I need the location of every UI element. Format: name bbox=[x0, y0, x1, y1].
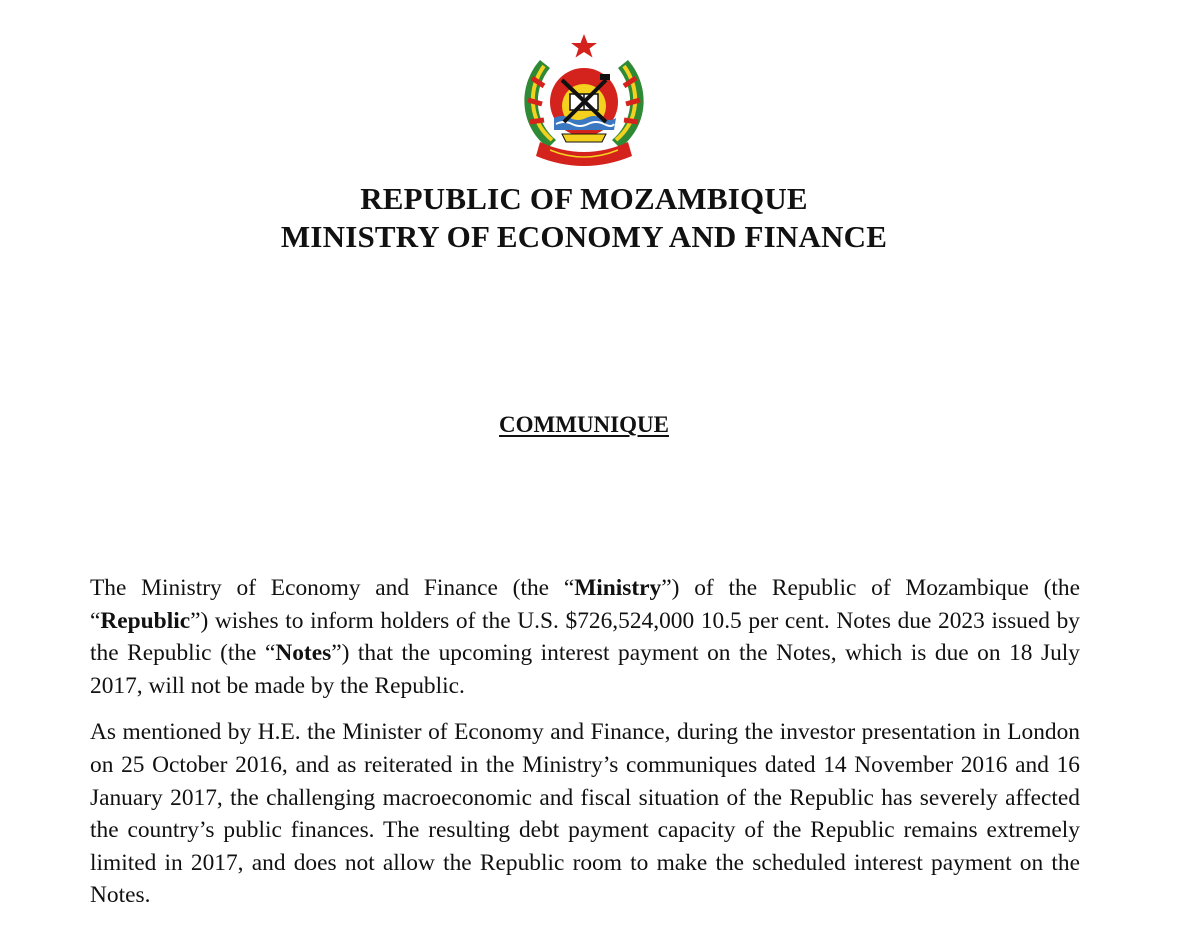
paragraph-2: As mentioned by H.E. the Minister of Economy and Finance, during the investor presentation in London on 25 October 2016, and as reiterated in the Ministry’s communiques dated 14 November 2016 and 16 January 2017, the challenging macroeconomic and fiscal situation of the Republic has severely affected the country’s public finances. The resulting debt payment capacity of the Republic remains extremely limited in 2017, and does not allow the Republic room to make the scheduled interest payment on the Notes. bbox=[90, 719, 1080, 909]
document-header bbox=[0, 180, 1168, 256]
star-icon bbox=[571, 34, 597, 58]
p1-bold-notes: Notes bbox=[275, 640, 332, 667]
banner bbox=[536, 142, 632, 166]
p1-bold-republic: Republic bbox=[100, 607, 191, 634]
p1-text-3: ”) wishes to inform holders of the U.S. $726,524,000 10.5 per cent. Notes due 2023 issued by the Republic (the “ bbox=[90, 607, 1080, 667]
emblem-icon bbox=[510, 30, 658, 170]
header-ministry: MINISTRY OF ECONOMY AND FINANCE bbox=[280, 219, 888, 254]
paragraph-1 bbox=[90, 572, 1080, 702]
header-republic: REPUBLIC OF MOZAMBIQUE bbox=[360, 181, 808, 216]
p1-text-1: The Ministry of Economy and Finance (the “ bbox=[90, 575, 575, 601]
p1-text-2: ”) of the Republic of Mozambique (the “ bbox=[90, 575, 1080, 634]
p1-bold-ministry: Ministry bbox=[574, 575, 662, 601]
p1-text-4: ”) that the upcoming interest payment on the Notes, which is due on 18 July 2017, will not be made by the Republic. bbox=[90, 640, 1080, 699]
document-body bbox=[90, 572, 1080, 926]
document-title: COMMUNIQUE bbox=[499, 412, 669, 437]
coat-of-arms-emblem bbox=[510, 30, 658, 170]
